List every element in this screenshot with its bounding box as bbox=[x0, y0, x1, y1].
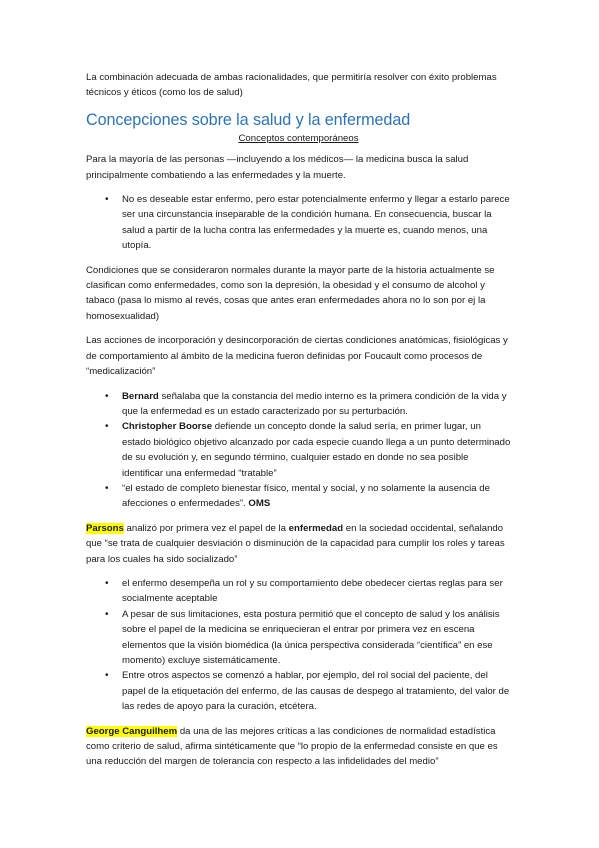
list-item-text: “el estado de completo bienestar físico, mental y social, y no solamente la ausencia de afecciones o enfermedades”. bbox=[122, 482, 490, 510]
list-item bbox=[105, 576, 511, 607]
paragraph-parsons bbox=[86, 521, 511, 567]
list-item-text: el enfermo desempeña un rol y su comportamiento debe obedecer ciertas reglas para ser socialmente aceptable bbox=[122, 577, 503, 605]
list-item-text: A pesar de sus limitaciones, esta postura permitió que el concepto de salud y los análisis sobre el papel de la medicina se enriquecieran el entrar por primera vez en escena elementos que la visión biomédica (la única perspectiva considerada “científica” en ese momento) excluye sistemáticamente. bbox=[122, 608, 500, 666]
bold-term: enfermedad bbox=[288, 522, 344, 534]
paragraph-text: da una de las mejores críticas a las condiciones de normalidad estadística como criterio de salud, afirma sintéticamente que “lo propio de la enfermedad consiste en que es una reducción del margen de tolerancia con respecto a las infidelidades del medio” bbox=[86, 725, 498, 768]
bullet-icon: • bbox=[105, 482, 109, 494]
paragraph-medicalizacion: Las acciones de incorporación y desincorporación de ciertas condiciones anatómicas, fisiológicas y de comportamiento al ámbito de la medicina fueron definidas por Foucault como procesos de “medicalización” bbox=[86, 335, 508, 378]
list-item-text: defiende un concepto donde la salud sería, en primer lugar, un estado biológico objetivo alcanzado por cada especie cuando llega a un punto determinado de su evolución y, en segundo término, cualquier estado en donde no sea posible identificar una enfermedad “tratable” bbox=[122, 421, 511, 479]
author-name: Bernard bbox=[122, 390, 159, 402]
paragraph-condiciones: Condiciones que se consideraron normales durante la mayor parte de la historia actualmente se clasifican como enfermedades, como son la depresión, la obesidad y el consumo de alcohol y tabaco (pasa lo mismo al revés, cosas que antes eran enfermedades ahora no lo son por ej la homosexualidad) bbox=[86, 264, 495, 322]
bullet-icon: • bbox=[105, 421, 109, 433]
list-item bbox=[105, 389, 511, 420]
bullet-list-parsons bbox=[86, 576, 511, 715]
highlighted-author: Parsons bbox=[86, 522, 124, 534]
list-item-text: No es deseable estar enfermo, pero estar potencialmente enfermo y llegar a estarlo parece ser una circunstancia inseparable de la condición humana. En consecuencia, buscar la salud a partir de la lucha contra las enfermedades y la muerte es, cuando menos, una utopía. bbox=[122, 194, 510, 252]
bullet-list-utopia bbox=[86, 192, 511, 254]
bullet-icon: • bbox=[105, 577, 109, 589]
source-label: OMS bbox=[248, 498, 271, 510]
list-item bbox=[105, 419, 511, 481]
paragraph-text: en la sociedad occidental, señalando que “se trata de cualquier desviación o disminución de la capacidad para cumplir los roles y tareas para los cuales ha sido socializado” bbox=[86, 522, 505, 565]
list-item bbox=[105, 481, 511, 512]
paragraph-medicina: Para la mayoría de las personas —incluyendo a los médicos— la medicina busca la salud principalmente combatiendo a las enfermedades y la muerte. bbox=[86, 154, 469, 181]
list-item bbox=[105, 668, 511, 714]
author-name: Christopher Boorse bbox=[122, 421, 213, 433]
bullet-icon: • bbox=[105, 194, 109, 206]
intro-paragraph: La combinación adecuada de ambas racionalidades, que permitiría resolver con éxito problemas técnicos y éticos (como los de salud) bbox=[86, 72, 497, 99]
list-item-text: Entre otros aspectos se comenzó a hablar, por ejemplo, del rol social del paciente, del papel de la etiquetación del enfermo, de las causas de despego al tratamiento, del valor de las redes de apoyo para la curación, etcétera. bbox=[122, 670, 510, 713]
paragraph-canguilhem bbox=[86, 724, 511, 770]
bullet-icon: • bbox=[105, 608, 109, 620]
bullet-list-definiciones bbox=[86, 389, 511, 512]
list-item bbox=[105, 607, 511, 669]
highlighted-author: George Canguilhem bbox=[86, 725, 178, 737]
list-item-text: señalaba que la constancia del medio interno es la primera condición de la vida y que la enfermedad es un estado caracterizado por su perturbación. bbox=[122, 390, 507, 417]
paragraph-text: analizó por primera vez el papel de la bbox=[123, 522, 289, 534]
bullet-icon: • bbox=[105, 390, 109, 402]
section-subheading: Conceptos contemporáneos bbox=[238, 132, 359, 144]
section-heading: Concepciones sobre la salud y la enfermedad bbox=[86, 110, 411, 129]
bullet-icon: • bbox=[105, 670, 109, 682]
list-item bbox=[105, 192, 511, 254]
